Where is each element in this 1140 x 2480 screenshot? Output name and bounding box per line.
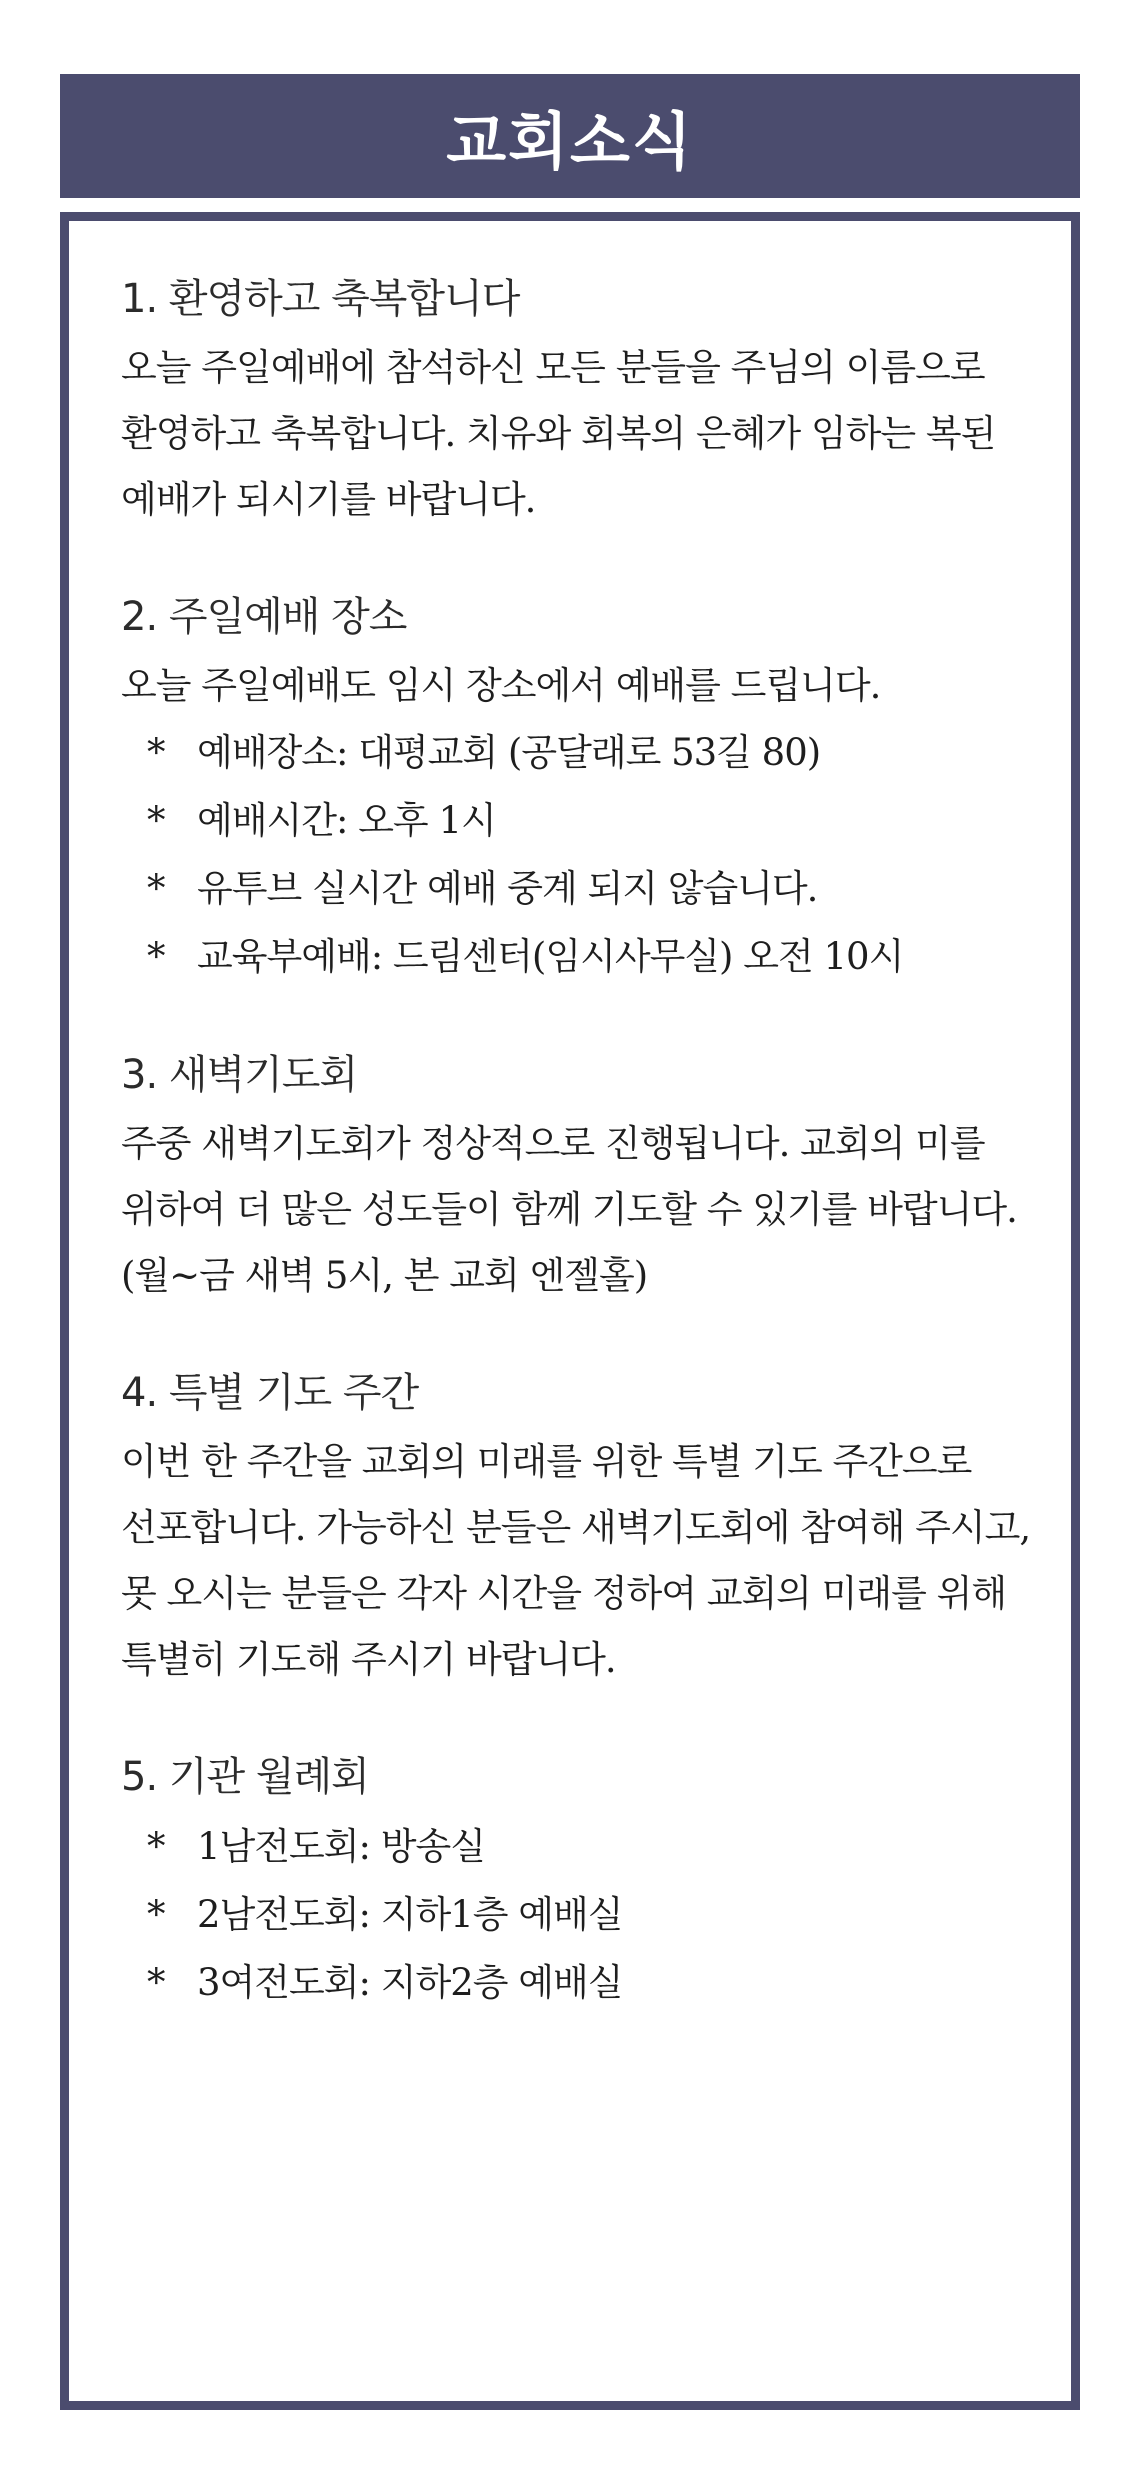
list-item-text: 예배시간: 오후 1시: [197, 799, 496, 842]
list-item: [121, 1949, 1041, 2017]
bullet-mark: *: [147, 731, 165, 774]
section-title: 5. 기관 월례회: [121, 1754, 369, 1800]
list-item-text: 교육부예배: 드림센터(임시사무실) 오전 10시: [197, 935, 904, 978]
bullet-mark: *: [147, 1893, 165, 1936]
list-item-text: 예배장소: 대평교회 (공달래로 53길 80): [197, 731, 821, 774]
section-title: 2. 주일예배 장소: [121, 594, 407, 640]
list-item: [121, 855, 1041, 923]
section-welcome: [121, 273, 1041, 533]
list-item: [121, 1881, 1041, 1949]
bullet-mark: *: [147, 799, 165, 842]
news-panel: [60, 212, 1080, 2410]
bullet-mark: *: [147, 1961, 165, 2004]
list-item-text: 3여전도회: 지하2층 예배실: [197, 1961, 623, 2004]
list-item-text: 1남전도회: 방송실: [197, 1825, 485, 1868]
news-content: [121, 273, 1041, 2075]
list-item-text: 2남전도회: 지하1층 예배실: [197, 1893, 623, 1936]
section-monthly-meetings: [121, 1751, 1041, 2017]
bullet-mark: *: [147, 867, 165, 910]
list-item: [121, 787, 1041, 855]
section-title: 4. 특별 기도 주간: [121, 1370, 419, 1416]
bullet-list: [121, 1813, 1041, 2017]
section-title: 3. 새벽기도회: [121, 1052, 358, 1098]
list-item: [121, 719, 1041, 787]
section-text: 주중 새벽기도회가 정상적으로 진행됩니다. 교회의 미를 위하여 더 많은 성도들이 함께 기도할 수 있기를 바랍니다. (월~금 새벽 5시, 본 교회 엔젤홀): [121, 1122, 1017, 1297]
bullet-mark: *: [147, 935, 165, 978]
section-title: 1. 환영하고 축복합니다: [121, 276, 520, 322]
bullet-mark: *: [147, 1825, 165, 1868]
section-text: 오늘 주일예배도 임시 장소에서 예배를 드립니다.: [121, 664, 881, 707]
section-text: 오늘 주일예배에 참석하신 모든 분들을 주님의 이름으로 환영하고 축복합니다. 치유와 회복의 은혜가 임하는 복된 예배가 되시기를 바랍니다.: [121, 346, 996, 521]
list-item-text: 유투브 실시간 예배 중계 되지 않습니다.: [197, 867, 818, 910]
page-title: 교회소식: [446, 104, 694, 178]
section-worship-location: [121, 591, 1041, 991]
list-item: [121, 923, 1041, 991]
section-text: 이번 한 주간을 교회의 미래를 위한 특별 기도 주간으로 선포합니다. 가능하신 분들은 새벽기도회에 참여해 주시고, 못 오시는 분들은 각자 시간을 정하여 교회의 미래를 위해 특별히 기도해 주시기 바랍니다.: [121, 1440, 1031, 1681]
section-dawn-prayer: [121, 1049, 1041, 1309]
list-item: [121, 1813, 1041, 1881]
header-banner: [60, 74, 1080, 198]
section-special-prayer-week: [121, 1367, 1041, 1693]
bullet-list: [121, 719, 1041, 991]
